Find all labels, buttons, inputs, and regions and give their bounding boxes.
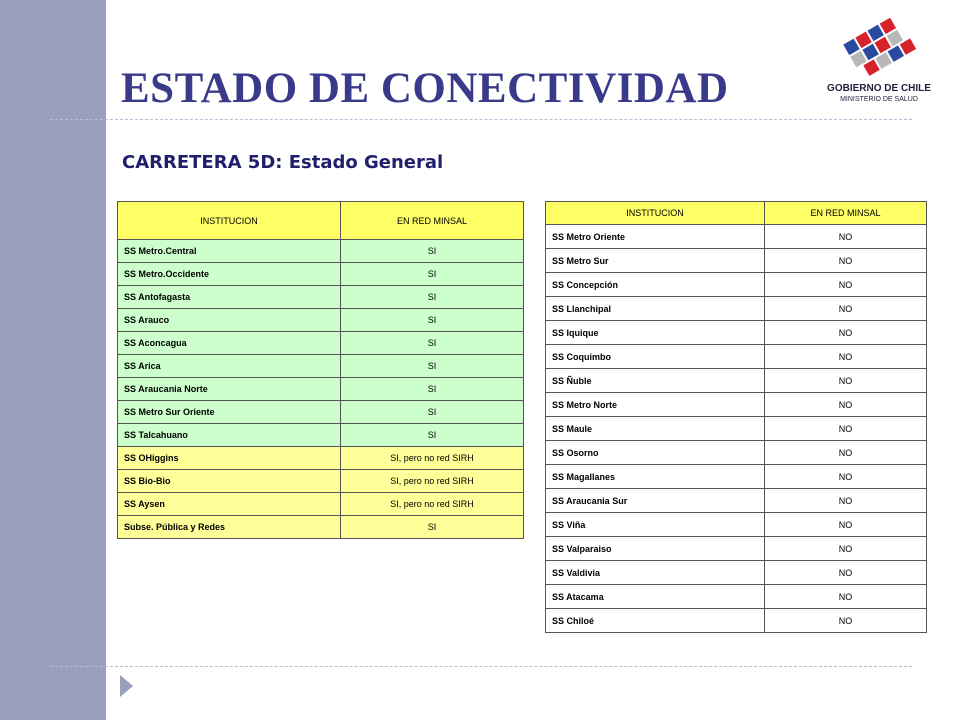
institucion-cell: SS Metro Oriente: [546, 225, 765, 249]
en-red-minsal-cell: SI: [341, 263, 524, 286]
en-red-minsal-cell: NO: [765, 297, 927, 321]
table-header-row: [118, 202, 524, 240]
table-row: [546, 489, 927, 513]
en-red-minsal-cell: SI: [341, 424, 524, 447]
page-subtitle: CARRETERA 5D: Estado General: [122, 152, 444, 173]
disconnected-institutions-table: [545, 201, 927, 633]
institucion-cell: SS Valdivia: [546, 561, 765, 585]
en-red-minsal-cell: NO: [765, 321, 927, 345]
table-row: [118, 332, 524, 355]
en-red-minsal-cell: NO: [765, 345, 927, 369]
institucion-cell: SS Araucania Norte: [118, 378, 341, 401]
en-red-minsal-cell: SI: [341, 378, 524, 401]
institucion-cell: SS Aconcagua: [118, 332, 341, 355]
institucion-cell: SS Valparaiso: [546, 537, 765, 561]
institucion-cell: SS Chiloé: [546, 609, 765, 633]
en-red-minsal-cell: SI: [341, 516, 524, 539]
logo-line-1: GOBIERNO DE CHILE: [827, 83, 931, 94]
en-red-minsal-cell: NO: [765, 465, 927, 489]
en-red-minsal-cell: NO: [765, 369, 927, 393]
institucion-cell: SS Metro.Central: [118, 240, 341, 263]
institucion-cell: SS Magallanes: [546, 465, 765, 489]
table-header-row: [546, 202, 927, 225]
en-red-minsal-cell: SI: [341, 240, 524, 263]
table-row: [118, 240, 524, 263]
en-red-minsal-cell: NO: [765, 393, 927, 417]
table-row: [546, 585, 927, 609]
institucion-cell: SS Coquimbo: [546, 345, 765, 369]
table-row: [118, 401, 524, 424]
table-row: [546, 465, 927, 489]
table-row: [118, 447, 524, 470]
table-row: [118, 309, 524, 332]
column-header-en-red-minsal: EN RED MINSAL: [765, 202, 927, 225]
table-row: [118, 516, 524, 539]
table-row: [546, 369, 927, 393]
en-red-minsal-cell: SI, pero no red SIRH: [341, 447, 524, 470]
table-row: [546, 321, 927, 345]
institucion-cell: SS Bio-Bio: [118, 470, 341, 493]
table-row: [546, 345, 927, 369]
slide-sidebar: [0, 0, 106, 720]
table-row: [118, 355, 524, 378]
table-row: [546, 561, 927, 585]
institucion-cell: SS Atacama: [546, 585, 765, 609]
table-row: [546, 225, 927, 249]
en-red-minsal-cell: SI, pero no red SIRH: [341, 493, 524, 516]
en-red-minsal-cell: NO: [765, 225, 927, 249]
institucion-cell: SS Arauco: [118, 309, 341, 332]
table-row: [118, 263, 524, 286]
institucion-cell: SS Talcahuano: [118, 424, 341, 447]
en-red-minsal-cell: SI: [341, 309, 524, 332]
en-red-minsal-cell: NO: [765, 273, 927, 297]
institucion-cell: SS Metro Sur: [546, 249, 765, 273]
institucion-cell: SS Metro Norte: [546, 393, 765, 417]
institucion-cell: SS Metro Sur Oriente: [118, 401, 341, 424]
logo-line-2: MINISTERIO DE SALUD: [840, 96, 918, 103]
table-row: [546, 513, 927, 537]
en-red-minsal-cell: NO: [765, 561, 927, 585]
en-red-minsal-cell: NO: [765, 585, 927, 609]
table-row: [546, 609, 927, 633]
table-row: [118, 286, 524, 309]
institucion-cell: SS Viña: [546, 513, 765, 537]
en-red-minsal-cell: SI: [341, 401, 524, 424]
institucion-cell: SS Antofagasta: [118, 286, 341, 309]
institucion-cell: SS Concepción: [546, 273, 765, 297]
institucion-cell: SS Aysen: [118, 493, 341, 516]
institucion-cell: SS Osorno: [546, 441, 765, 465]
en-red-minsal-cell: NO: [765, 537, 927, 561]
en-red-minsal-cell: SI: [341, 355, 524, 378]
institucion-cell: SS Ñuble: [546, 369, 765, 393]
column-header-institucion: INSTITUCION: [118, 202, 341, 240]
table-row: [546, 441, 927, 465]
en-red-minsal-cell: NO: [765, 417, 927, 441]
institucion-cell: SS Arica: [118, 355, 341, 378]
institucion-cell: SS Metro.Occidente: [118, 263, 341, 286]
page-title: ESTADO DE CONECTIVIDAD: [121, 65, 729, 112]
logo-emblem-icon: [824, 10, 934, 82]
institucion-cell: SS Maule: [546, 417, 765, 441]
en-red-minsal-cell: SI: [341, 286, 524, 309]
institucion-cell: SS Araucania Sur: [546, 489, 765, 513]
bottom-divider: [50, 666, 912, 667]
institucion-cell: SS Llanchipal: [546, 297, 765, 321]
table-row: [118, 493, 524, 516]
en-red-minsal-cell: NO: [765, 249, 927, 273]
en-red-minsal-cell: SI: [341, 332, 524, 355]
institucion-cell: SS Iquique: [546, 321, 765, 345]
table-row: [546, 249, 927, 273]
column-header-institucion: INSTITUCION: [546, 202, 765, 225]
top-divider: [50, 119, 912, 120]
table-row: [546, 273, 927, 297]
table-row: [118, 424, 524, 447]
table-row: [546, 297, 927, 321]
institucion-cell: Subse. Pública y Redes: [118, 516, 341, 539]
column-header-en-red-minsal: EN RED MINSAL: [341, 202, 524, 240]
table-row: [118, 470, 524, 493]
en-red-minsal-cell: NO: [765, 513, 927, 537]
connected-institutions-table: [117, 201, 524, 539]
en-red-minsal-cell: NO: [765, 489, 927, 513]
en-red-minsal-cell: NO: [765, 441, 927, 465]
next-slide-arrow-icon[interactable]: [120, 675, 133, 697]
en-red-minsal-cell: NO: [765, 609, 927, 633]
table-row: [546, 537, 927, 561]
gobierno-chile-logo: [824, 10, 934, 110]
table-row: [546, 393, 927, 417]
en-red-minsal-cell: SI, pero no red SIRH: [341, 470, 524, 493]
institucion-cell: SS OHiggins: [118, 447, 341, 470]
table-row: [118, 378, 524, 401]
table-row: [546, 417, 927, 441]
